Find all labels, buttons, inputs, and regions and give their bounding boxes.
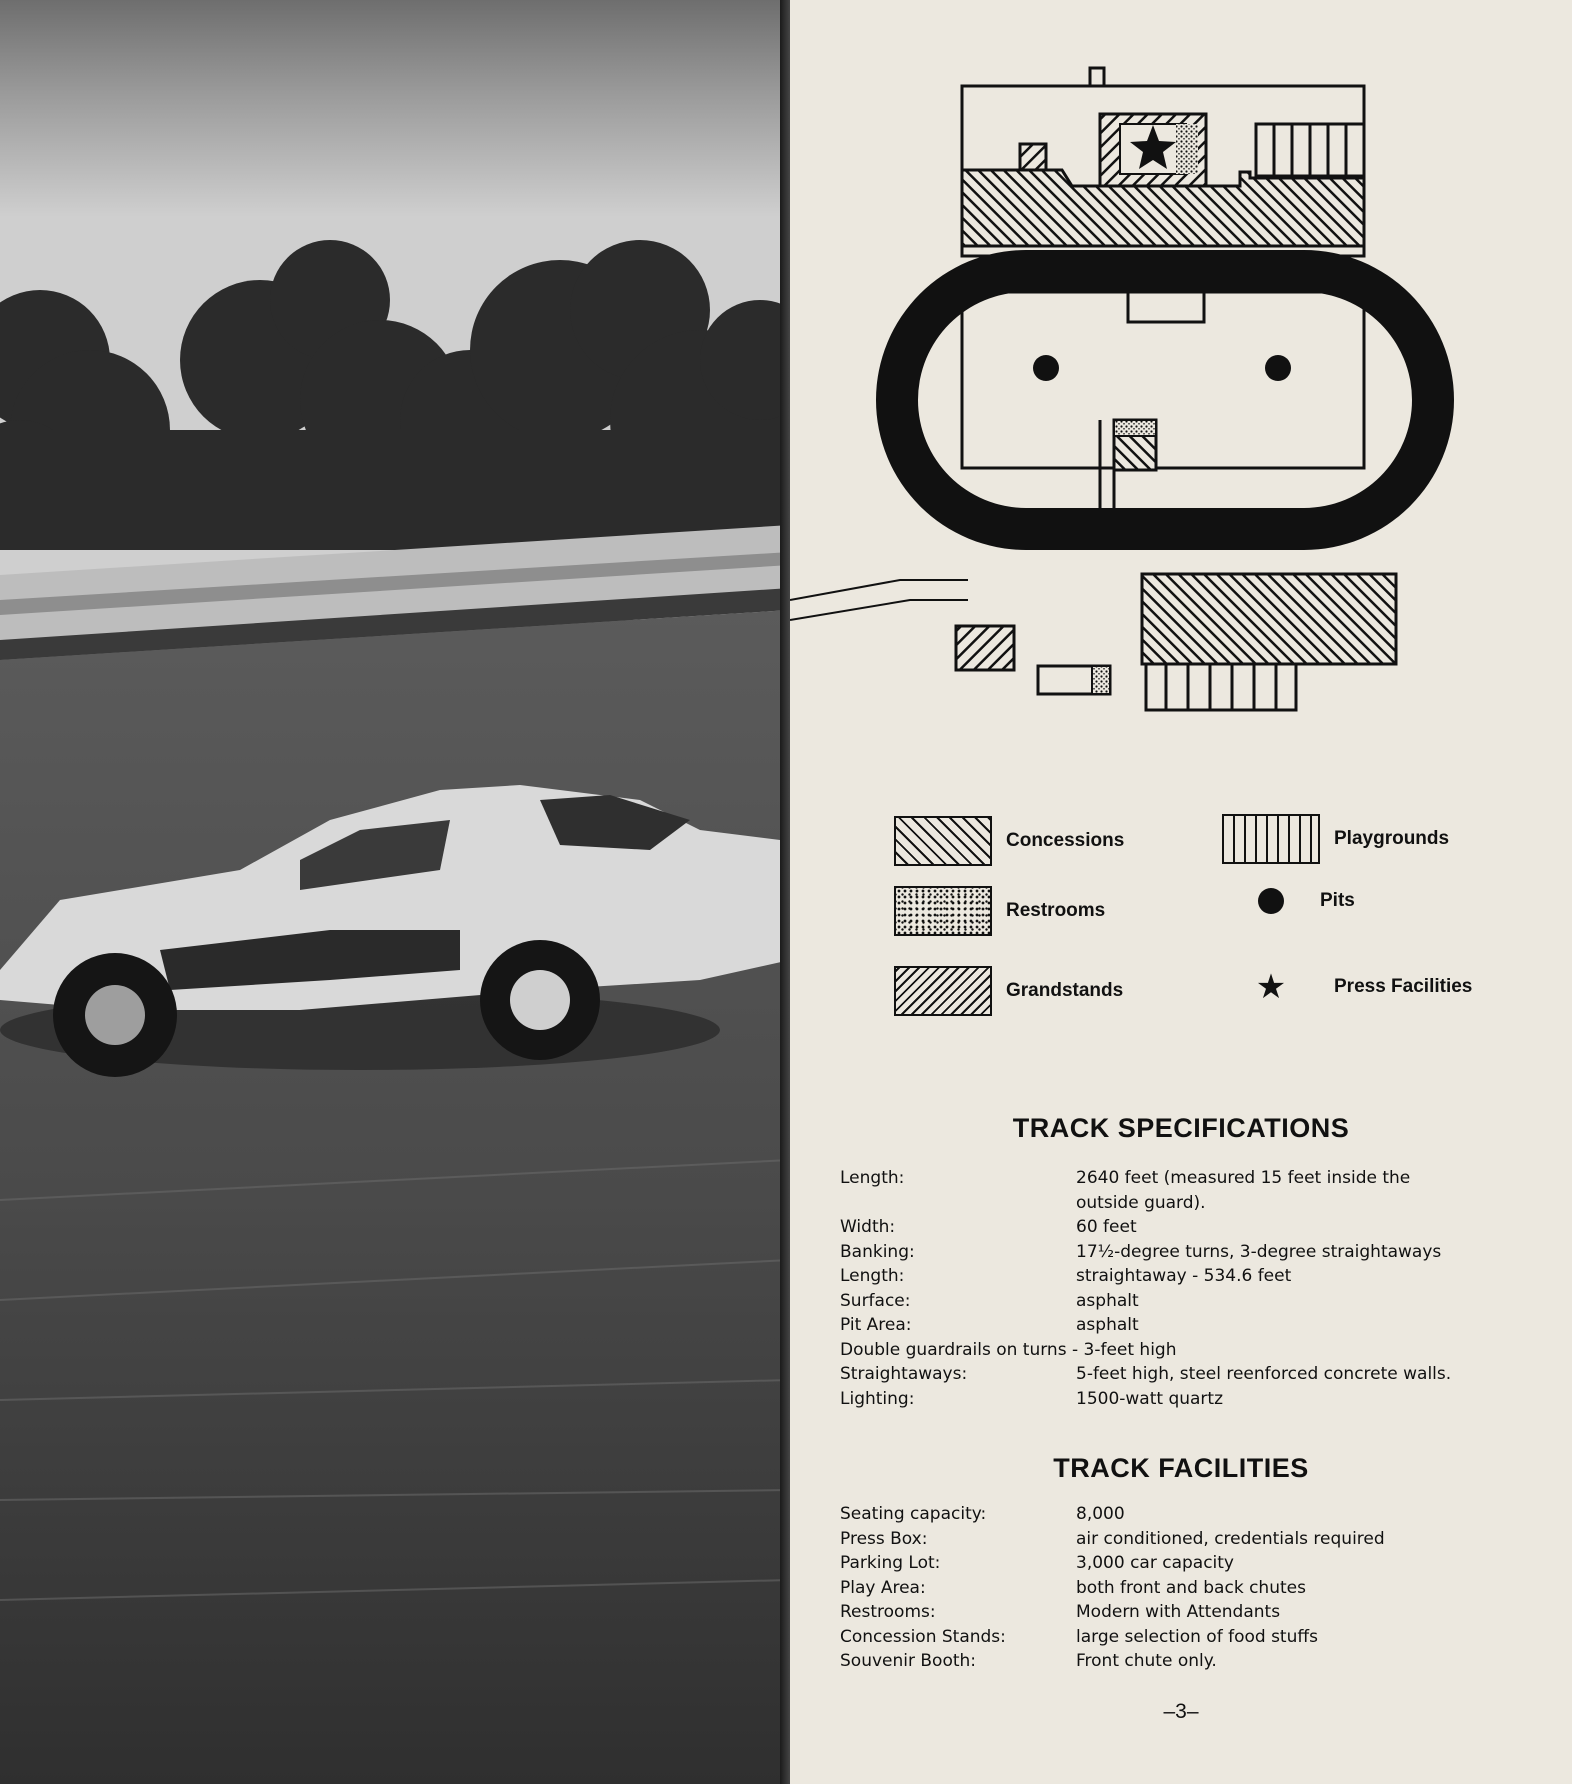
spec-label: Length:: [840, 1266, 905, 1286]
legend-label: Pits: [1320, 890, 1355, 911]
spec-label: Width:: [840, 1217, 896, 1237]
spec-label: Length:: [840, 1168, 905, 1188]
spec-row: [840, 1264, 1560, 1289]
legend-press-facilities: [1222, 967, 1473, 1007]
spec-row: [840, 1289, 1560, 1314]
facility-value: 3,000 car capacity: [1076, 1553, 1234, 1573]
legend-label: Press Facilities: [1334, 976, 1473, 997]
legend-playgrounds: [1222, 814, 1449, 864]
spec-full-row: Double guardrails on turns - 3-feet high: [840, 1339, 1177, 1360]
concessions-swatch: [894, 816, 992, 866]
spec-row: [840, 1387, 1560, 1412]
legend-label: Restrooms: [1006, 900, 1106, 921]
spec-value: outside guard).: [1076, 1192, 1206, 1213]
legend-label: Playgrounds: [1334, 828, 1450, 849]
track-specifications-title: TRACK SPECIFICATIONS: [1012, 1113, 1350, 1143]
legend-grandstands: [894, 966, 1123, 1016]
facility-label: Play Area:: [840, 1577, 926, 1598]
spec-label: Pit Area:: [840, 1315, 912, 1335]
legend-label: Concessions: [1006, 830, 1125, 851]
restrooms-swatch: [894, 886, 992, 936]
spec-value: 17½-degree turns, 3-degree straightaways: [1076, 1241, 1442, 1262]
facility-value: air conditioned, credentials required: [1076, 1528, 1385, 1549]
facility-row: [840, 1576, 1560, 1601]
spec-row: [840, 1191, 1560, 1216]
legend-concessions: [894, 816, 1124, 866]
pit-dot-icon: [1265, 355, 1291, 381]
playgrounds-swatch: [1222, 814, 1320, 864]
press-box: [1100, 114, 1206, 188]
spec-label: Surface:: [840, 1290, 911, 1311]
facility-row: [840, 1649, 1560, 1674]
facility-label: Souvenir Booth:: [840, 1651, 977, 1671]
map-legend: [790, 800, 1572, 1030]
legend-label: Grandstands: [1006, 980, 1124, 1001]
facility-value: 8,000: [1076, 1504, 1125, 1524]
pit-dot-icon: [1258, 888, 1284, 914]
page-number: –3–: [1163, 1700, 1199, 1723]
facility-label: Seating capacity:: [840, 1504, 987, 1524]
playgrounds-front: [1256, 124, 1364, 176]
track-specifications-table: [840, 1166, 1560, 1411]
pit-dot-icon: [1033, 355, 1059, 381]
spec-value: straightaway - 534.6 feet: [1076, 1266, 1292, 1286]
facility-row: [840, 1625, 1560, 1650]
spec-value: 60 feet: [1076, 1217, 1137, 1237]
legend-restrooms: [894, 886, 1105, 936]
facility-label: Restrooms:: [840, 1602, 936, 1622]
facility-row: [840, 1502, 1560, 1527]
spec-row: [840, 1166, 1560, 1191]
spec-value: asphalt: [1076, 1315, 1139, 1335]
right-page: [790, 0, 1572, 1784]
facility-label: Parking Lot:: [840, 1553, 941, 1573]
facility-value: both front and back chutes: [1076, 1577, 1306, 1598]
spec-label: Banking:: [840, 1241, 915, 1262]
spec-row: [840, 1215, 1560, 1240]
facility-value: Modern with Attendants: [1076, 1602, 1281, 1622]
spec-label: Lighting:: [840, 1388, 915, 1409]
legend-pits: [1222, 888, 1355, 914]
facility-row: [840, 1600, 1560, 1625]
track-map: [790, 60, 1572, 740]
spec-row: [840, 1313, 1560, 1338]
spec-value: 5-feet high, steel reenforced concrete walls.: [1076, 1364, 1452, 1384]
track-facilities-title: TRACK FACILITIES: [1053, 1453, 1309, 1483]
spec-value: 1500-watt quartz: [1076, 1388, 1224, 1409]
facility-value: large selection of food stuffs: [1076, 1626, 1318, 1647]
spec-value: 2640 feet (measured 15 feet inside the: [1076, 1168, 1411, 1188]
spec-label: Straightaways:: [840, 1364, 968, 1384]
restroom-back: [1038, 666, 1110, 694]
playgrounds-back: [1146, 664, 1296, 710]
facility-label: Concession Stands:: [840, 1626, 1006, 1647]
facility-row: [840, 1527, 1560, 1552]
concession-stand-back: [956, 626, 1014, 670]
spec-value: asphalt: [1076, 1290, 1139, 1311]
spec-row: [840, 1362, 1560, 1387]
facility-value: Front chute only.: [1076, 1651, 1217, 1671]
facility-row: [840, 1551, 1560, 1576]
grandstands-swatch: [894, 966, 992, 1016]
facility-label: Press Box:: [840, 1528, 928, 1549]
track-facilities-table: [840, 1502, 1560, 1674]
grandstand-back: [1142, 574, 1396, 664]
star-icon: ★: [1255, 967, 1287, 1007]
concession-stand-front: [1020, 144, 1046, 170]
spec-row: [840, 1240, 1560, 1265]
